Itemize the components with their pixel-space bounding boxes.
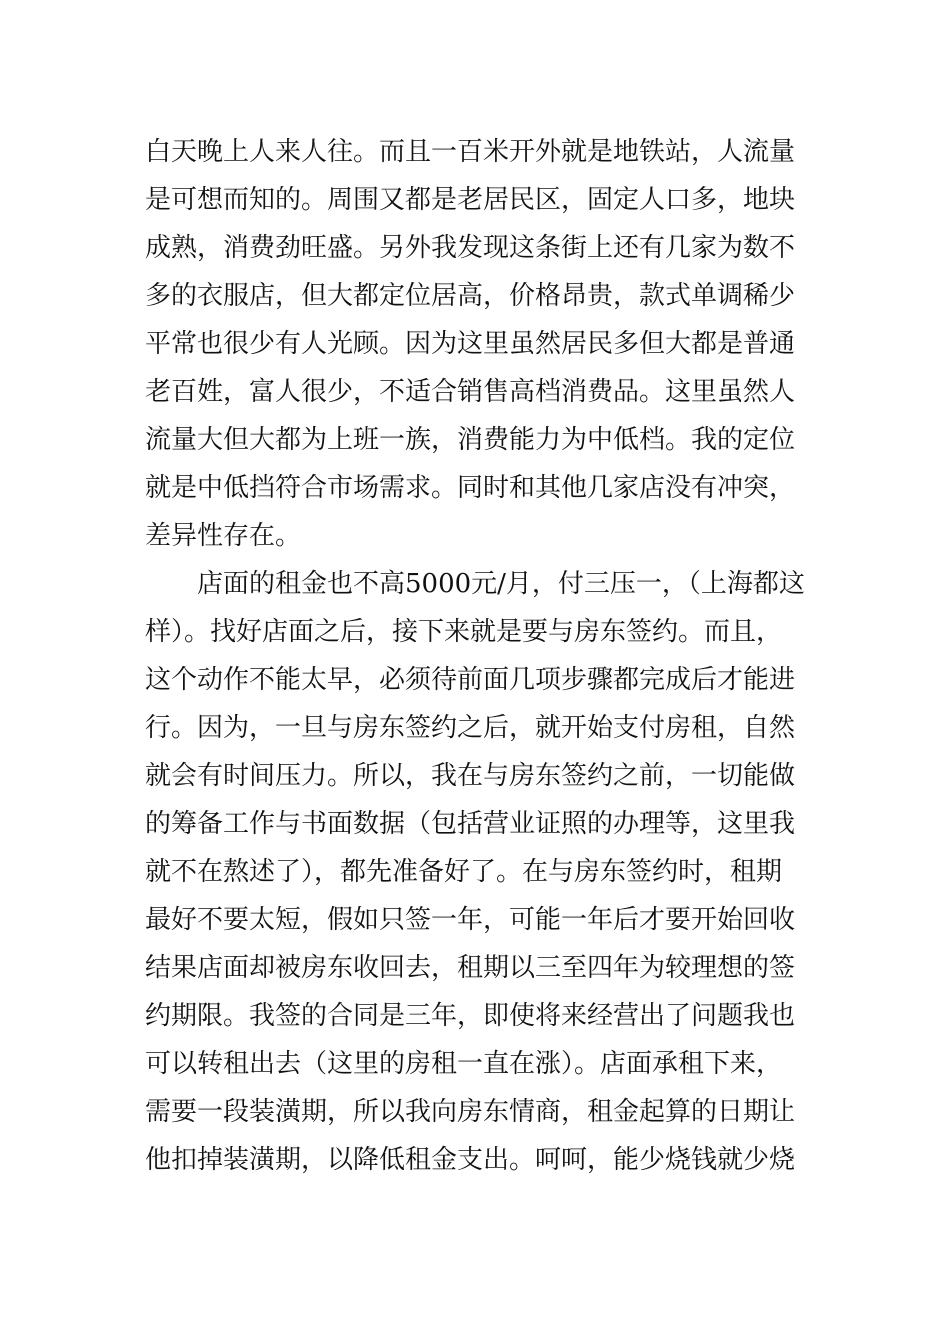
text-line: 最好不要太短，假如只签一年，可能一年后才要开始回收 bbox=[145, 905, 796, 935]
text-line: 行。因为，一旦与房东签约之后，就开始支付房租，自然 bbox=[145, 713, 796, 743]
text-line: 白天晚上人来人往。而且一百米开外就是地铁站，人流量 bbox=[145, 137, 796, 167]
text-line: 这个动作不能太早，必须待前面几项步骤都完成后才能进 bbox=[145, 665, 796, 695]
body-text bbox=[145, 128, 815, 1184]
text-line: 老百姓，富人很少，不适合销售高档消费品。这里虽然人 bbox=[145, 377, 796, 407]
text-line: 店面的租金也不高5000元/月，付三压一，（上海都这 bbox=[197, 569, 805, 599]
paragraph-2 bbox=[145, 560, 815, 1184]
text-line: 就不在熬述了），都先准备好了。在与房东签约时，租期 bbox=[145, 857, 783, 887]
text-line: 就会有时间压力。所以，我在与房东签约之前，一切能做 bbox=[145, 761, 796, 791]
text-line: 流量大但大都为上班一族，消费能力为中低档。我的定位 bbox=[145, 425, 796, 455]
text-line: 结果店面却被房东收回去，租期以三至四年为较理想的签 bbox=[145, 953, 796, 983]
text-line: 需要一段装潢期，所以我向房东情商，租金起算的日期让 bbox=[145, 1097, 796, 1127]
text-line: 的筹备工作与书面数据（包括营业证照的办理等，这里我 bbox=[145, 809, 796, 839]
text-line: 差异性存在。 bbox=[145, 521, 302, 551]
paragraph-1 bbox=[145, 128, 815, 560]
text-line: 样）。找好店面之后，接下来就是要与房东签约。而且， bbox=[145, 617, 783, 647]
text-line: 多的衣服店，但大都定位居高，价格昂贵，款式单调稀少 bbox=[145, 281, 796, 311]
text-line: 他扣掉装潢期，以降低租金支出。呵呵，能少烧钱就少烧 bbox=[145, 1145, 796, 1175]
text-line: 平常也很少有人光顾。因为这里虽然居民多但大都是普通 bbox=[145, 329, 796, 359]
text-line: 就是中低挡符合市场需求。同时和其他几家店没有冲突， bbox=[145, 473, 796, 503]
text-line: 成熟，消费劲旺盛。另外我发现这条街上还有几家为数不 bbox=[145, 233, 796, 263]
text-line: 是可想而知的。周围又都是老居民区，固定人口多，地块 bbox=[145, 185, 796, 215]
text-line: 约期限。我签的合同是三年，即使将来经营出了问题我也 bbox=[145, 1001, 796, 1031]
text-line: 可以转租出去（这里的房租一直在涨）。店面承租下来， bbox=[145, 1049, 783, 1079]
